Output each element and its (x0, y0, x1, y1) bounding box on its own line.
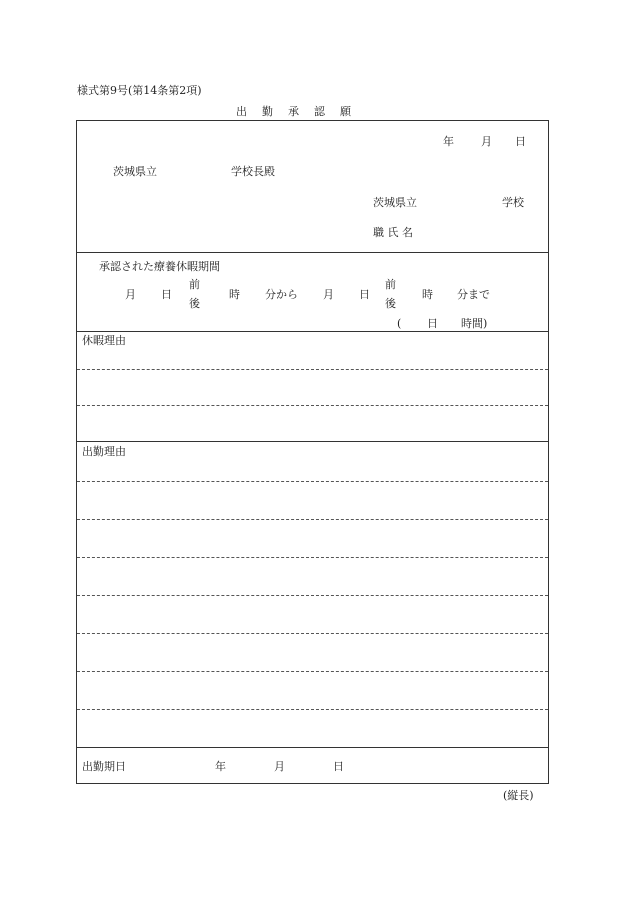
divider (77, 747, 548, 748)
write-line (77, 671, 548, 672)
leave-end-pm: 後 (385, 297, 396, 310)
total-hours-label: 時間) (461, 317, 488, 330)
leave-start-pm: 後 (189, 297, 200, 310)
form-number: 様式第9号(第14条第2項) (77, 84, 202, 97)
date-month-label: 月 (481, 135, 492, 148)
work-date-month: 月 (274, 760, 285, 773)
leave-end-day: 日 (359, 288, 370, 301)
approval-form (76, 120, 549, 784)
write-line (77, 481, 548, 482)
applicant-name-label: 職 氏 名 (373, 226, 413, 239)
total-days-label: 日 (427, 317, 438, 330)
leave-end-am: 前 (385, 278, 396, 291)
leave-start-day: 日 (161, 288, 172, 301)
write-line (77, 633, 548, 634)
write-line (77, 709, 548, 710)
leave-start-month: 月 (125, 288, 136, 301)
leave-reason-label: 休暇理由 (82, 334, 126, 347)
orientation-note: (縦長) (503, 789, 534, 802)
write-line (77, 405, 548, 406)
work-date-day: 日 (333, 760, 344, 773)
work-reason-label: 出勤理由 (82, 445, 126, 458)
write-line (77, 369, 548, 370)
divider (77, 252, 548, 253)
write-line (77, 595, 548, 596)
leave-end-month: 月 (323, 288, 334, 301)
divider (77, 331, 548, 332)
leave-start-hour: 時 (229, 288, 240, 301)
applicant-school: 学校 (502, 196, 524, 209)
addressee-prefix: 茨城県立 (113, 165, 157, 178)
leave-from-label: 分から (265, 288, 298, 301)
leave-period-heading: 承認された療養休暇期間 (99, 260, 220, 273)
write-line (77, 519, 548, 520)
divider (77, 441, 548, 442)
addressee-suffix: 学校長殿 (231, 165, 275, 178)
date-day-label: 日 (515, 135, 526, 148)
work-date-year: 年 (215, 760, 226, 773)
work-date-label: 出勤期日 (82, 760, 126, 773)
total-paren-open: ( (397, 317, 402, 330)
write-line (77, 557, 548, 558)
leave-until-label: 分まで (457, 288, 490, 301)
leave-start-am: 前 (189, 278, 200, 291)
leave-end-hour: 時 (422, 288, 433, 301)
date-year-label: 年 (443, 135, 454, 148)
applicant-prefix: 茨城県立 (373, 196, 417, 209)
page-title: 出 勤 承 認 願 (236, 105, 353, 118)
